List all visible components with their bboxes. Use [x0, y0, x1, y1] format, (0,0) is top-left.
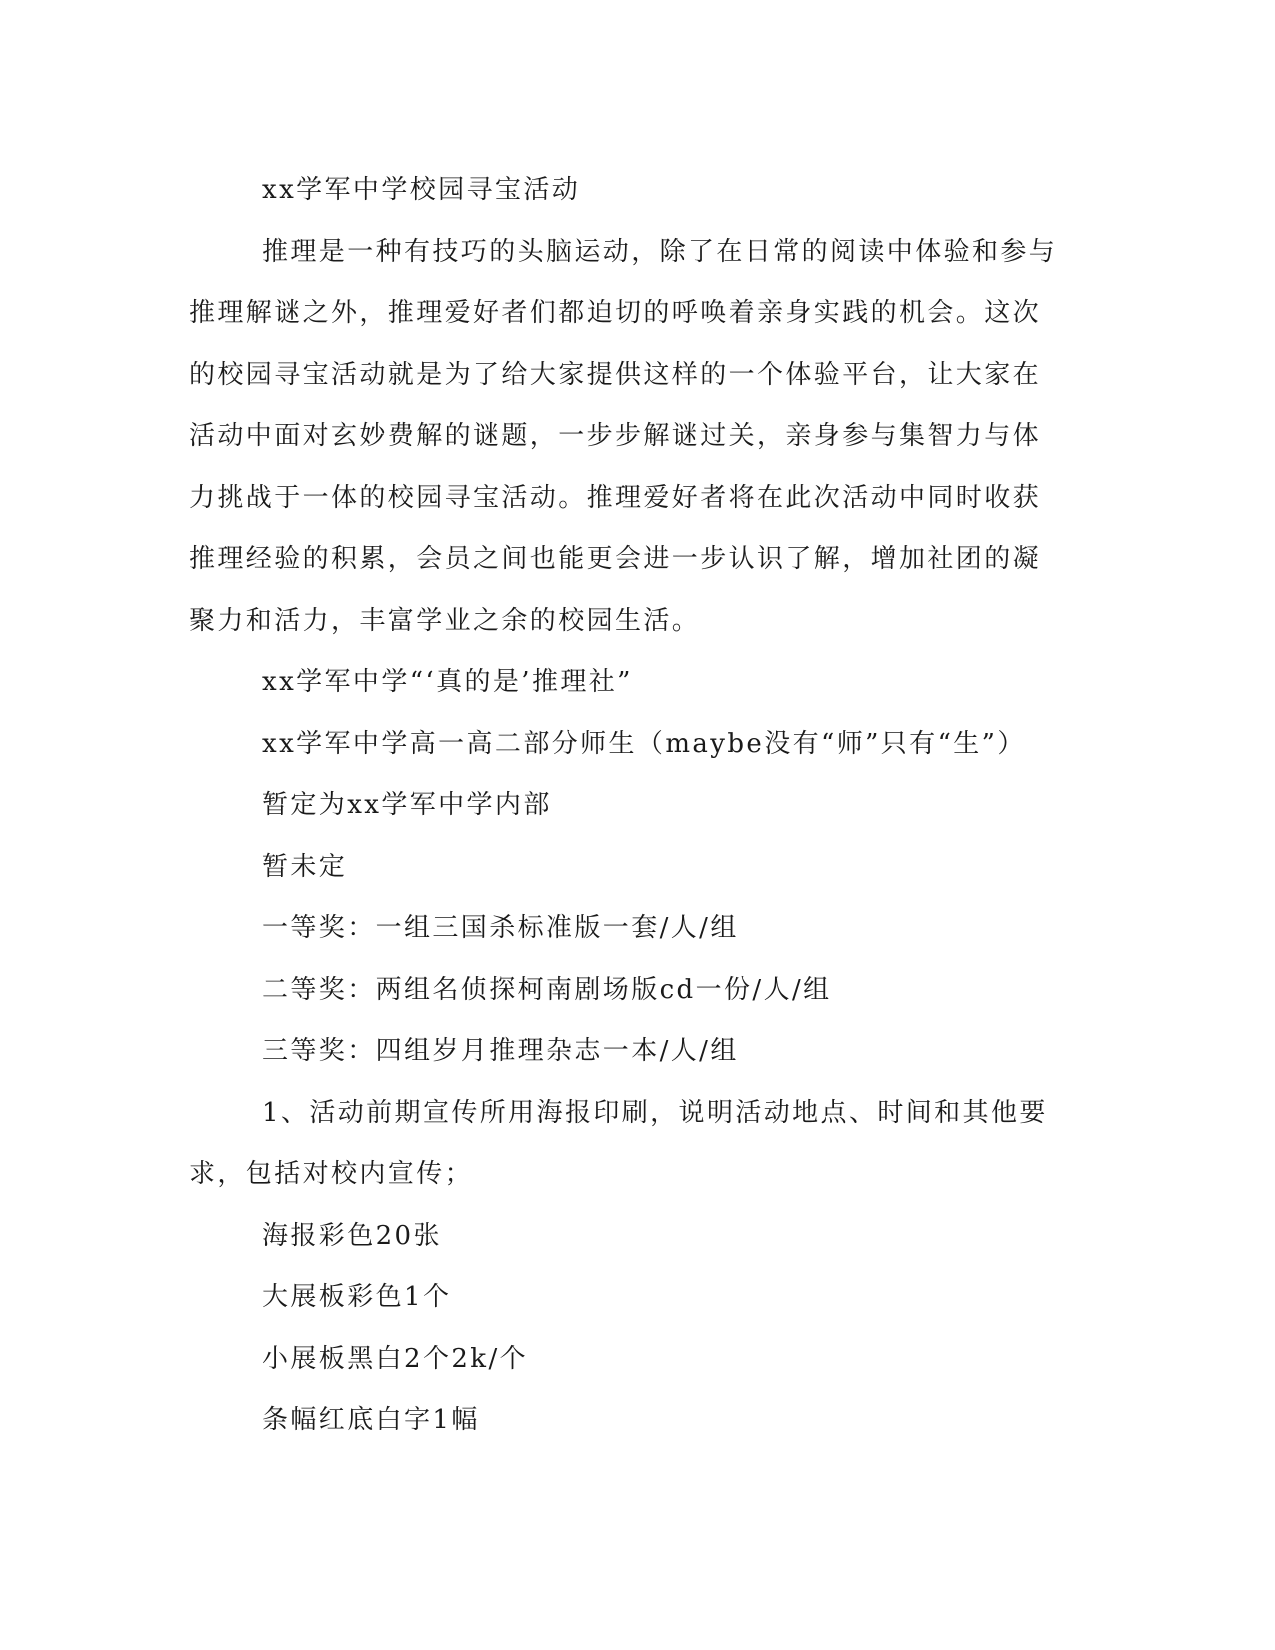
item-1-line: 1、活动前期宣传所用海报印刷，说明活动地点、时间和其他要 [262, 1097, 1048, 1128]
intro-line: 聚力和活力，丰富学业之余的校园生活。 [189, 605, 701, 636]
item-1-line: 求，包括对校内宣传； [189, 1159, 474, 1189]
intro-line: 推理经验的积累，会员之间也能更会进一步认识了解，增加社团的凝 [189, 544, 1042, 574]
material-banner: 条幅红底白字1幅 [262, 1405, 480, 1435]
location-line: 暂定为xx学军中学内部 [262, 790, 552, 820]
intro-line: 力挑战于一体的校园寻宝活动。推理爱好者将在此次活动中同时收获 [189, 482, 1042, 513]
item-1-paragraph [189, 1083, 1074, 1206]
prize-second: 二等奖：两组名侦探柯南剧场版cd一份/人/组 [262, 974, 832, 1005]
material-posters: 海报彩色20张 [262, 1220, 442, 1251]
intro-line: 活动中面对玄妙费解的谜题，一步步解谜过关，亲身参与集智力与体 [189, 421, 1042, 451]
prize-third: 三等奖：四组岁月推理杂志一本/人/组 [262, 1036, 739, 1066]
intro-line: 的校园寻宝活动就是为了给大家提供这样的一个体验平台，让大家在 [189, 359, 1042, 390]
organizer-line: xx学军中学“‘真的是’推理社” [262, 667, 633, 697]
document-title: xx学军中学校园寻宝活动 [262, 175, 581, 205]
material-large-board: 大展板彩色1个 [262, 1282, 452, 1312]
time-line: 暂未定 [262, 851, 348, 882]
document-body [189, 160, 1074, 1452]
participants-line: xx学军中学高一高二部分师生（maybe没有“师”只有“生”） [262, 728, 1026, 759]
prize-first: 一等奖：一组三国杀标准版一套/人/组 [262, 913, 739, 943]
intro-paragraph [189, 222, 1074, 653]
intro-line: 推理是一种有技巧的头脑运动，除了在日常的阅读中体验和参与 [262, 236, 1058, 267]
material-small-board: 小展板黑白2个2k/个 [262, 1343, 528, 1374]
intro-line: 推理解谜之外，推理爱好者们都迫切的呼唤着亲身实践的机会。这次 [189, 298, 1042, 328]
